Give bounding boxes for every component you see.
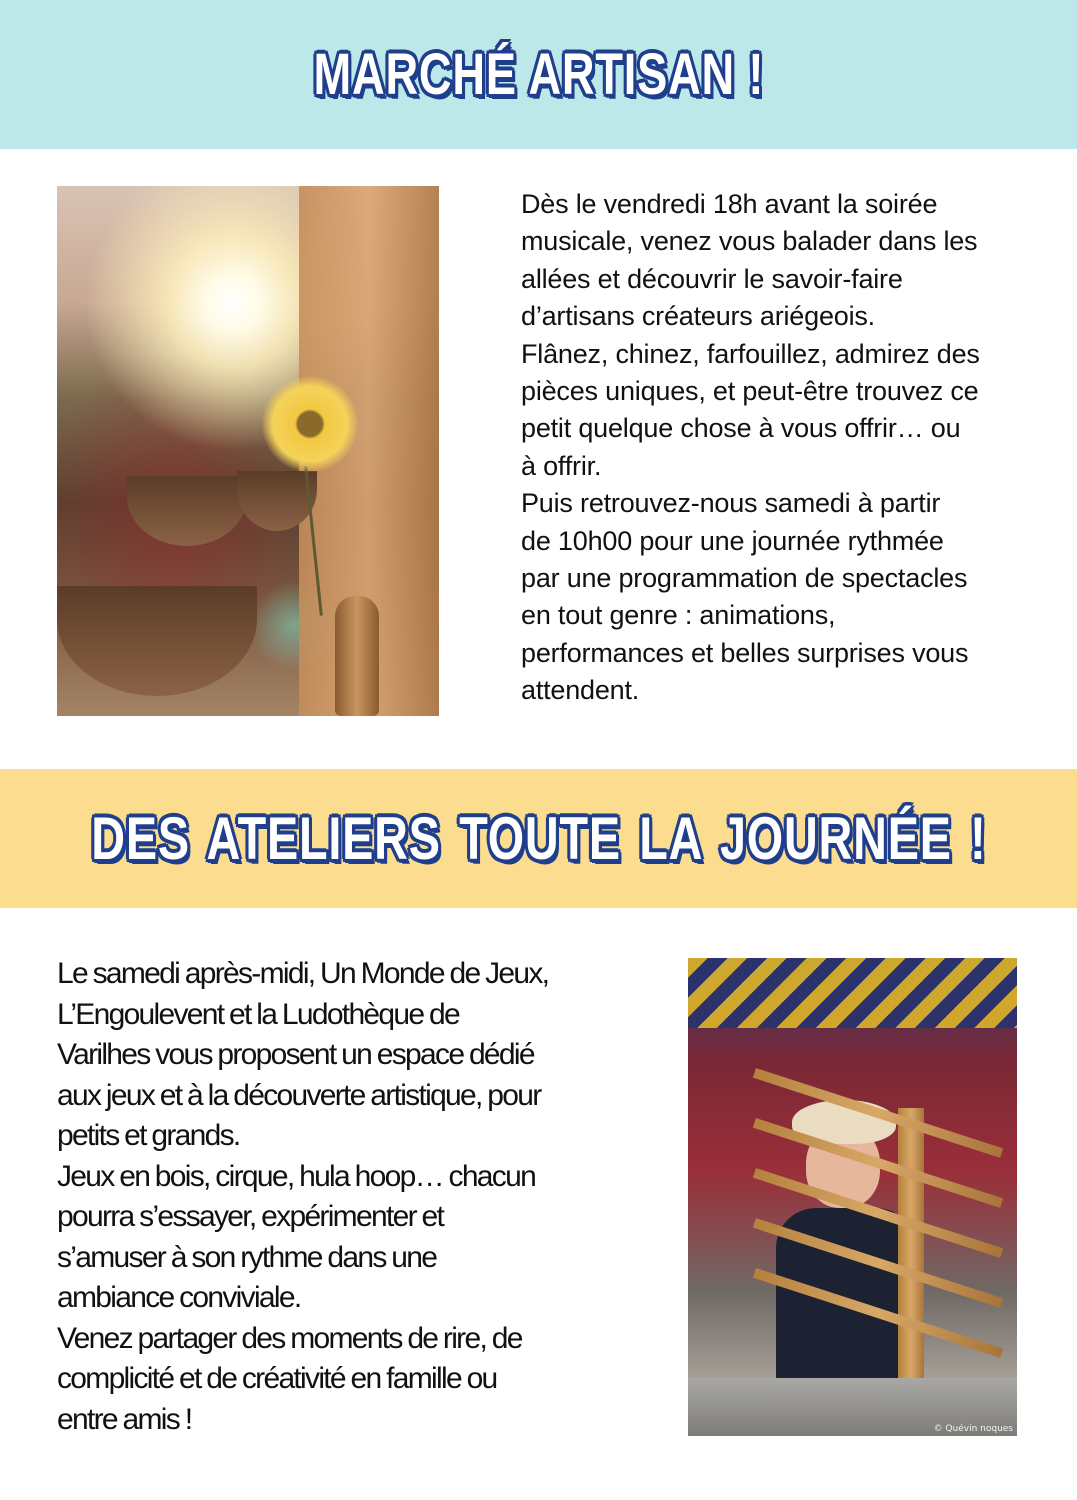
photo-flower-and-bowls bbox=[57, 186, 439, 716]
photo-credit: © Quévin noques bbox=[933, 1424, 1013, 1434]
workshops-description: Le samedi après-midi, Un Monde de Jeux, L’Engoulevent et la Ludothèque de Varilhes vous proposent un espace dédié aux jeux et à la découverte artistique, pour petits et grands. Jeux en bois, cirque, hula hoop… chacun pourra s’essayer, expérimenter et s’amuser à son rythme dans une ambiance conviviale. Venez partager des moments de rire, de complicité et de créativité en famille ou entre amis ! bbox=[57, 957, 549, 1436]
heading-artisan-market: MARCHÉ ARTISAN ! bbox=[313, 42, 764, 107]
photo-bowl bbox=[127, 476, 247, 546]
photo-child-wooden-game bbox=[688, 958, 1017, 1436]
header-band-workshops bbox=[0, 769, 1077, 908]
photo-wooden-vase bbox=[335, 596, 379, 716]
artisan-market-description: Dès le vendredi 18h avant la soirée musicale, venez vous balader dans les allées et découvrir le savoir-faire d’artisans créateurs ariégeois. Flânez, chinez, farfouillez, admirez des pièces uniques, et peut-être trouvez ce petit quelque chose à vous offrir… ou à offrir. Puis retrouvez-nous samedi à partir de 10h00 pour une journée rythmée par une programmation de spectacles en tout genre : animations, performances et belles surprises vous attendent. bbox=[521, 189, 980, 706]
photo-wooden-post bbox=[898, 1108, 924, 1408]
header-band-artisan-market bbox=[0, 0, 1077, 149]
photo-bowl bbox=[57, 586, 257, 696]
photo-yellow-flower bbox=[262, 376, 358, 472]
heading-workshops: DES ATELIERS TOUTE LA JOURNÉE ! bbox=[90, 805, 987, 872]
photo-wooden-rail bbox=[753, 1068, 1003, 1158]
